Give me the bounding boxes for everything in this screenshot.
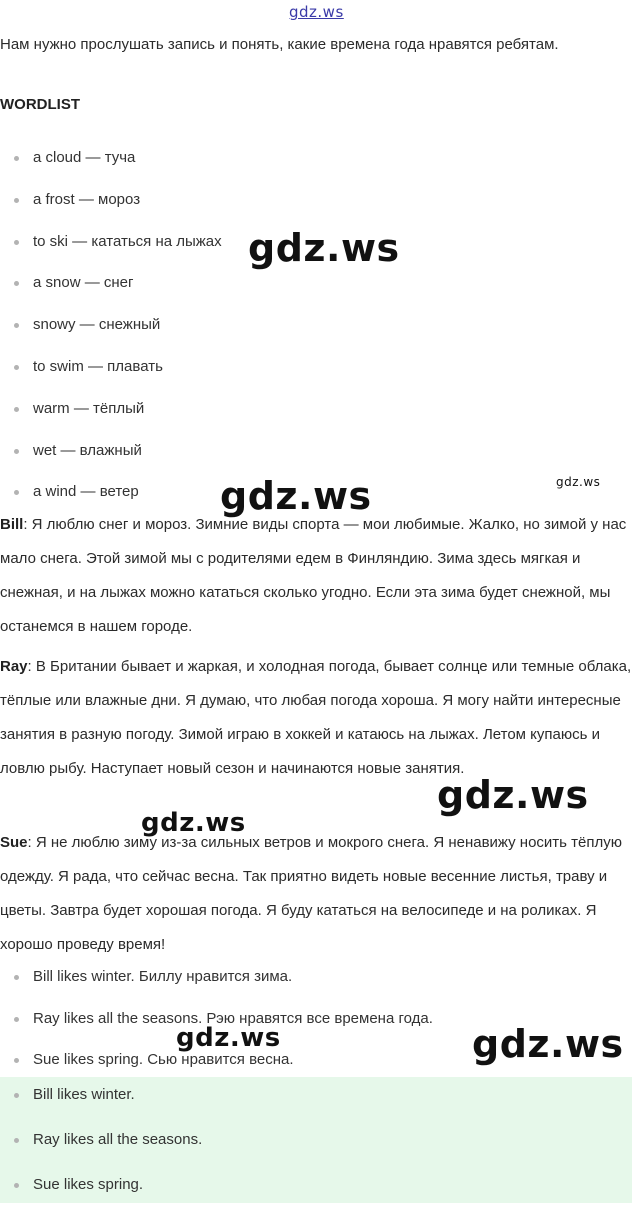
paragraph-bill: Bill: Я люблю снег и мороз. Зимние виды спорта — мои любимые. Жалко, но зимой у нас мало снега. Этой зимой мы с родителями едем в Финляндию. Зима здесь мягкая и снежная, и на лыжах можно кататься сколько угодно. Если эта зима будет снежной, мы останемся в нашем городе. bbox=[0, 516, 627, 635]
bullet-icon bbox=[14, 365, 19, 370]
watermark: gdz.ws bbox=[176, 1023, 281, 1053]
bullet-icon bbox=[14, 407, 19, 412]
wordlist-item: to swim — плавать bbox=[14, 354, 222, 396]
watermark: gdz.ws bbox=[248, 226, 400, 270]
wordlist-item: wet — влажный bbox=[14, 438, 222, 480]
bullet-icon bbox=[14, 156, 19, 161]
speaker-name: Sue bbox=[0, 834, 28, 851]
watermark-link[interactable]: gdz.ws bbox=[289, 3, 344, 21]
bullet-icon bbox=[14, 1093, 19, 1098]
bullet-icon bbox=[14, 323, 19, 328]
watermark: gdz.ws bbox=[472, 1022, 624, 1066]
bullet-icon bbox=[14, 490, 19, 495]
answer-item: Bill likes winter. Биллу нравится зима. bbox=[14, 963, 433, 1005]
watermark: gdz.ws bbox=[556, 475, 601, 489]
bullet-icon bbox=[14, 1183, 19, 1188]
watermark: gdz.ws bbox=[141, 808, 246, 838]
wordlist-heading: WORDLIST bbox=[0, 96, 80, 113]
solution-list bbox=[14, 1080, 202, 1215]
wordlist-item: a cloud — туча bbox=[14, 145, 222, 187]
answer-item: Sue likes spring. Сью нравится весна. bbox=[14, 1046, 433, 1088]
answer-item: Ray likes all the seasons. Рэю нравятся все времена года. bbox=[14, 1005, 433, 1047]
wordlist-item: to ski — кататься на лыжах bbox=[14, 229, 222, 271]
speaker-name: Bill bbox=[0, 516, 24, 533]
wordlist-item: warm — тёплый bbox=[14, 396, 222, 438]
watermark: gdz.ws bbox=[220, 474, 372, 518]
bullet-icon bbox=[14, 1058, 19, 1063]
wordlist-item: a frost — мороз bbox=[14, 187, 222, 229]
bullet-icon bbox=[14, 449, 19, 454]
bullet-icon bbox=[14, 198, 19, 203]
bullet-icon bbox=[14, 1138, 19, 1143]
solution-item: Bill likes winter. bbox=[14, 1080, 202, 1125]
paragraph-sue: Sue: Я не люблю зиму из-за сильных ветров и мокрого снега. Я ненавижу носить тёплую одежду. Я рада, что сейчас весна. Так приятно видеть новые весенние листья, траву и цветы. Завтра будет хорошая погода. Я буду кататься на велосипеде и на роликах. Я хорошо проведу время! bbox=[0, 834, 623, 953]
bullet-icon bbox=[14, 975, 19, 980]
bullet-icon bbox=[14, 1017, 19, 1022]
paragraph-ray: Ray: В Британии бывает и жаркая, и холодная погода, бывает солнце или темные облака, тёплые или влажные дни. Я думаю, что любая погода хороша. Я могу найти интересные занятия в разную погоду. Зимой играю в хоккей и катаюсь на лыжах. Летом купаюсь и ловлю рыбу. Наступает новый сезон и начинаются новые занятия. bbox=[0, 658, 632, 777]
wordlist-item: a wind — ветер bbox=[14, 479, 222, 521]
intro-text: Нам нужно прослушать запись и понять, какие времена года нравятся ребятам. bbox=[0, 36, 559, 53]
speaker-name: Ray bbox=[0, 658, 28, 675]
bullet-icon bbox=[14, 240, 19, 245]
wordlist-item: snowy — снежный bbox=[14, 312, 222, 354]
solution-item: Sue likes spring. bbox=[14, 1170, 202, 1215]
bullet-icon bbox=[14, 281, 19, 286]
wordlist bbox=[14, 145, 222, 521]
watermark: gdz.ws bbox=[437, 773, 589, 817]
solution-item: Ray likes all the seasons. bbox=[14, 1125, 202, 1170]
wordlist-item: a snow — снег bbox=[14, 270, 222, 312]
